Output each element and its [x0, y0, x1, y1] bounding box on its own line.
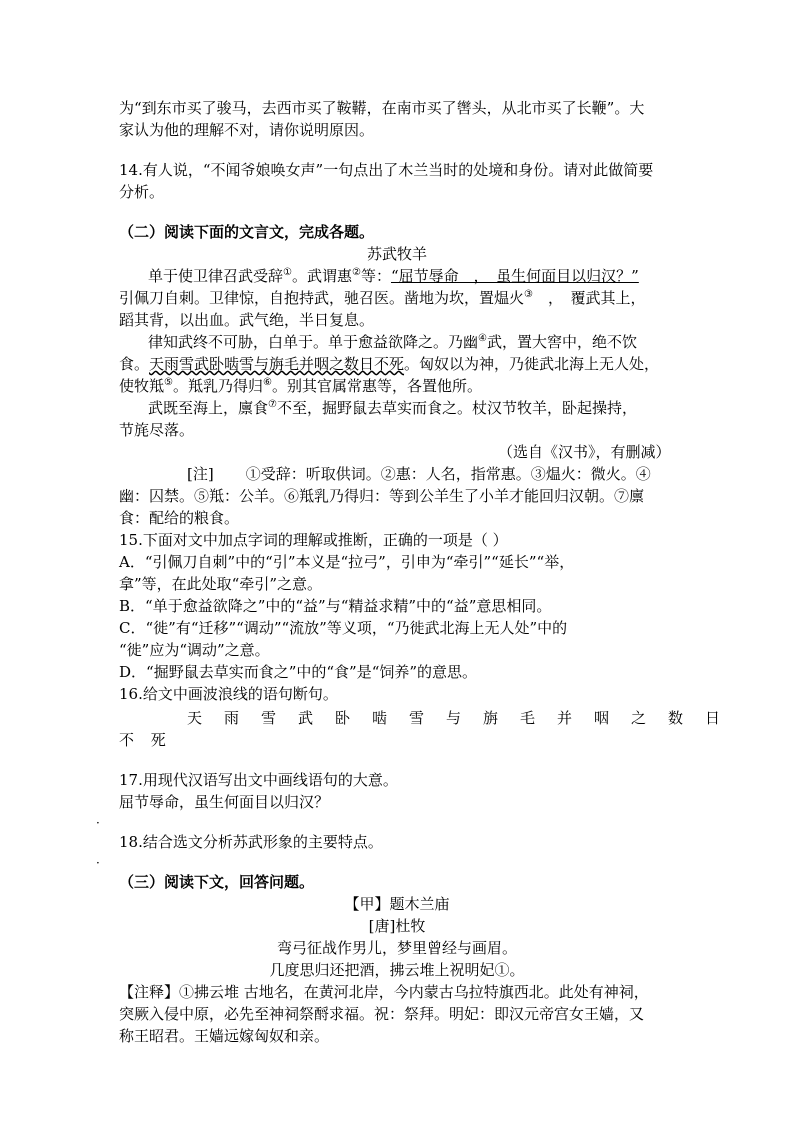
margin-dot: · — [96, 816, 100, 830]
poem-note-line-2: 突厥入侵中原，必先至神祠祭酹求福。祝：祭拜。明妃：即汉元帝宫女王嫱，又 — [119, 1005, 645, 1023]
poem-note-line-1: 【注释】①拂云堆 古地名，在黄河北岸，今内蒙古乌拉特旗西北。此处有神祠， — [119, 983, 649, 1001]
passage-p3-line-1: 武既至海上，廪食⑦不至，掘野鼠去草实而食之。杖汉节牧羊，卧起操持， — [148, 399, 637, 417]
q13-tail-line-1: 为“到东市买了骏马，去西市买了鞍鞯，在南市买了辔头，从北市买了长鞭”。大 — [119, 99, 645, 117]
poem-line-1: 弯弓征战作男儿，梦里曾经与画眉。 — [276, 939, 517, 957]
poem-title: 【甲】题木兰庙 — [344, 895, 450, 913]
q16-sentence-line-1: 天雨雪武卧啮雪与旃毛并咽之数日 — [187, 709, 743, 727]
passage-p2-line-1: 律知武终不可胁，白单于。单于愈益欲降之。乃幽④武，置大窖中，绝不饮 — [148, 333, 637, 351]
q14-line-2: 分析。 — [119, 183, 165, 201]
passage-p1-line-2: 引佩刀自刺。卫律惊，自抱持武，驰召医。凿地为坎，置煴火③ ， 覆武其上， — [119, 289, 646, 307]
q14-line-1: 14.有人说，“不闻爷娘唤女声”一句点出了木兰当时的处境和身份。请对此做简要 — [119, 161, 654, 179]
q13-tail-line-2: 家认为他的理解不对，请你说明原因。 — [119, 121, 375, 139]
passage-source: （选自《汉书》，有删减） — [498, 443, 671, 461]
poem-line-2: 几度思归还把酒，拂云堆上祝明妃①。 — [269, 961, 525, 979]
notes-line-3: 食：配给的粮食。 — [119, 509, 240, 527]
q15-option-a-line-2: 拿”等，在此处取“牵引”之意。 — [119, 575, 323, 593]
passage-p1-line-3: 蹈其背，以出血。武气绝，半日复息。 — [119, 311, 375, 329]
q17-stem: 17.用现代汉语写出文中画线语句的大意。 — [119, 771, 398, 789]
passage-p1-line-1: 单于使卫律召武受辞①。武谓惠②等：“屈节辱命 ， 虽生何面目以归汉？” — [148, 267, 639, 285]
passage-p2-line-3: 使牧羝⑤。羝乳乃得归⑥。别其官属常惠等，各置他所。 — [119, 377, 482, 395]
section-2-heading: （二）阅读下面的文言文，完成各题。 — [119, 223, 375, 241]
q15-option-a-line-1: A．“引佩刀自刺”中的“引”本义是“拉弓”，引申为“牵引”“延长”“举， — [119, 553, 575, 571]
notes-line-1: [注] ①受辞：听取供词。②惠：人名，指常惠。③煴火：微火。④ — [187, 465, 651, 483]
q15-option-c-line-1: C．“徙”有“迁移”“调动”“流放”等义项，“乃徙武北海上无人处”中的 — [119, 619, 568, 637]
q16-stem: 16.给文中画波浪线的语句断句。 — [119, 685, 338, 703]
notes-line-2: 幽：囚禁。⑤羝：公羊。⑥羝乳乃得归：等到公羊生了小羊才能回归汉朝。⑦廪 — [119, 487, 645, 505]
section-3-heading: （三）阅读下文，回答问题。 — [119, 873, 315, 891]
q16-sentence-line-2: 不 死 — [119, 731, 172, 749]
passage-title: 苏武牧羊 — [366, 245, 427, 263]
poem-note-line-3: 称王昭君。王嫱远嫁匈奴和亲。 — [119, 1027, 330, 1045]
passage-p2-line-2: 食。天雨雪武卧啮雪与旃毛并咽之数日不死。匈奴以为神，乃徙武北海上无人处， — [119, 355, 660, 373]
q15-stem: 15.下面对文中加点字词的理解或推断，正确的一项是（ ） — [119, 531, 508, 549]
wavy-underlined-sentence: 天雨雪武卧啮雪与旃毛并咽之数日不死 — [149, 355, 405, 373]
q18-stem: 18.结合选文分析苏武形象的主要特点。 — [119, 833, 383, 851]
passage-p3-line-2: 节旄尽落。 — [119, 421, 195, 439]
q15-option-d: D．“掘野鼠去草实而食之”中的“食”是“饲养”的意思。 — [119, 663, 478, 681]
underlined-sentence: “屈节辱命 ， 虽生何面目以归汉？” — [390, 267, 639, 285]
q17-sentence: 屈节辱命，虽生何面目以归汉？ — [119, 793, 330, 811]
q15-option-c-line-2: “徙”应为“调动”之意。 — [119, 641, 270, 659]
q15-option-b: B．“单于愈益欲降之”中的“益”与“精益求精”中的“益”意思相同。 — [119, 597, 552, 615]
margin-dot: · — [96, 856, 100, 870]
poem-author: [唐]杜牧 — [368, 917, 426, 935]
